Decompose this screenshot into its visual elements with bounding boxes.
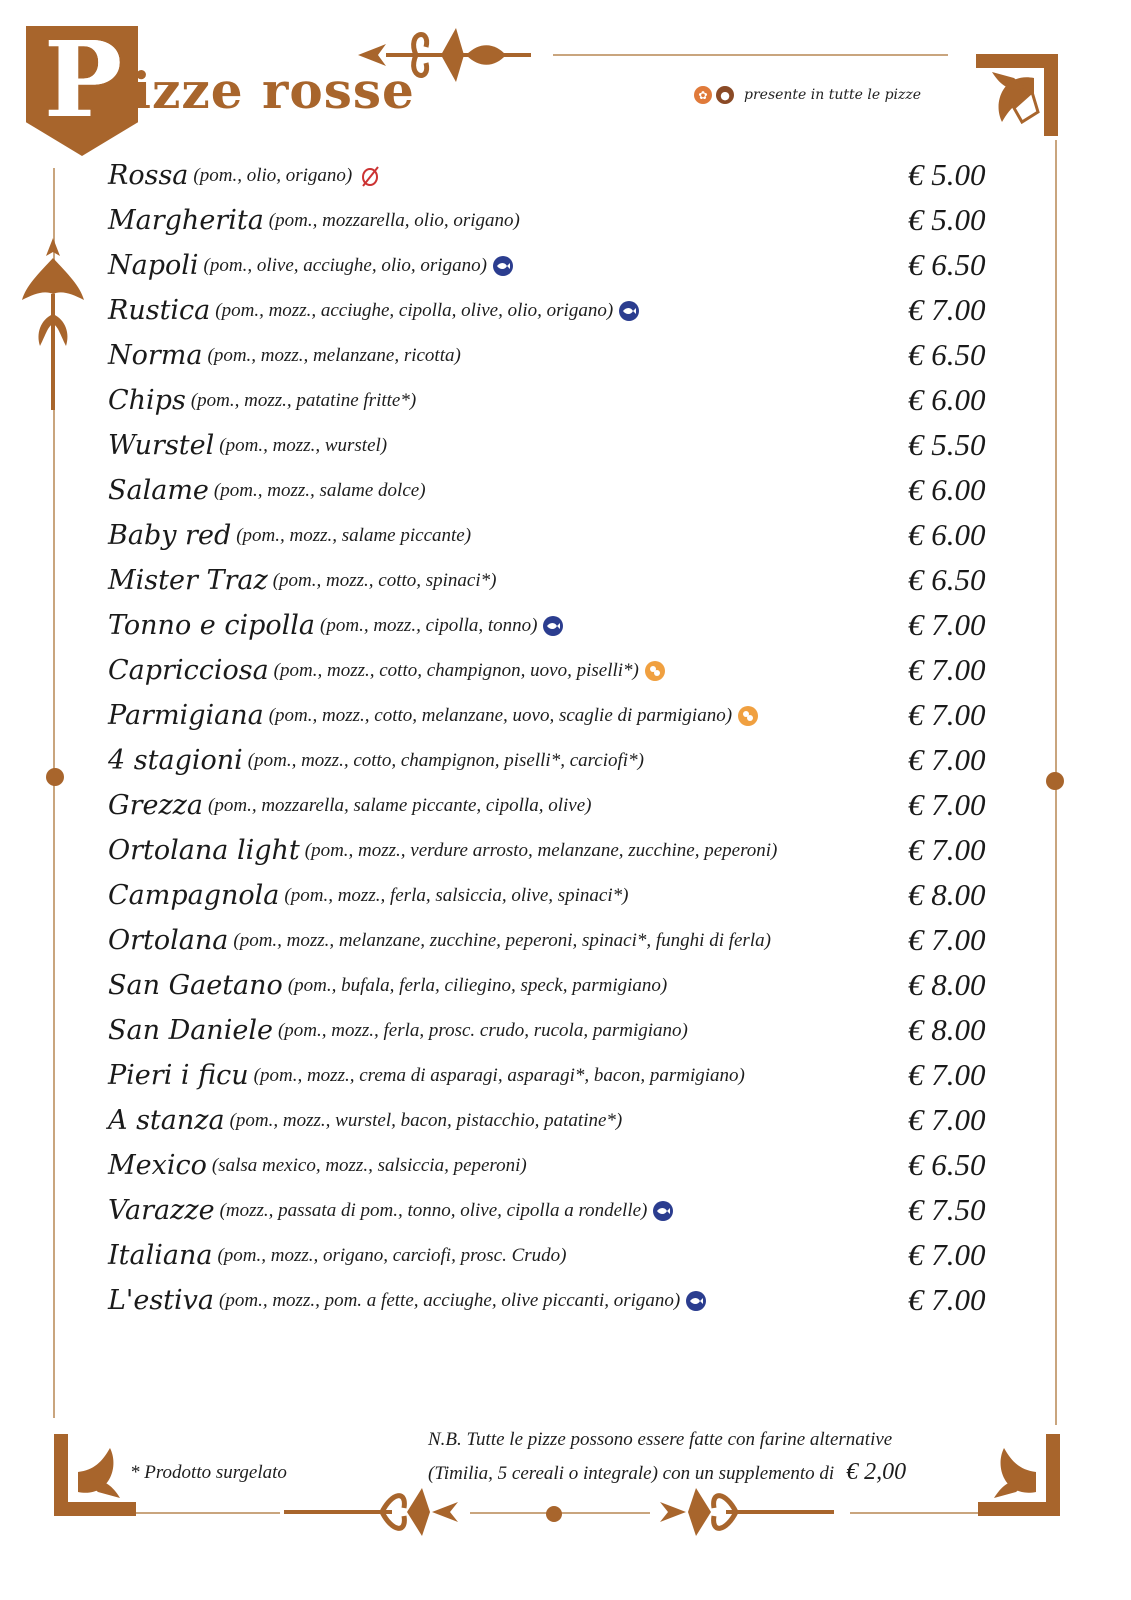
bottom-center-dot <box>546 1506 562 1522</box>
pizza-ingredients: (pom., mozz., salame dolce) <box>213 479 426 501</box>
pizza-name: Chips <box>108 385 186 416</box>
pizza-price: € 7.00 <box>908 922 986 957</box>
pizza-ingredients: (pom., mozz., verdure arrosto, melanzane, zucchine, peperoni) <box>304 839 778 861</box>
menu-item <box>108 153 1008 198</box>
pizza-price: € 7.00 <box>908 1282 986 1317</box>
menu-item <box>108 1053 1008 1098</box>
menu-item <box>108 198 1008 243</box>
pizza-price: € 6.00 <box>908 472 986 507</box>
menu-item <box>108 333 1008 378</box>
menu-item <box>108 513 1008 558</box>
pizza-ingredients: (mozz., passata di pom., tonno, olive, cipolla a rondelle) <box>219 1199 648 1221</box>
menu-item <box>108 1233 1008 1278</box>
bottom-left-fleur-ornament <box>282 1482 462 1542</box>
pizza-ingredients: (salsa mexico, mozz., salsiccia, peperoni) <box>211 1154 527 1176</box>
menu-item <box>108 603 1008 648</box>
menu-list <box>108 153 1008 1323</box>
pizza-price: € 7.00 <box>908 1237 986 1272</box>
pizza-name: Salame <box>108 475 209 506</box>
nb-line-2: (Timilia, 5 cereali o integrale) con un supplemento di <box>428 1463 835 1484</box>
pizza-ingredients: (pom., mozz., pom. a fette, acciughe, olive piccanti, origano) <box>219 1289 681 1311</box>
pizza-name: Parmigiana <box>108 700 264 731</box>
pizza-price: € 5.00 <box>908 202 986 237</box>
pizza-name: 4 stagioni <box>108 745 243 776</box>
pizza-ingredients: (pom., bufala, ferla, ciliegino, speck, parmigiano) <box>287 974 668 996</box>
pizza-ingredients: (pom., mozz., ferla, salsiccia, olive, spinaci*) <box>284 884 629 906</box>
pizza-name: Margherita <box>108 205 264 236</box>
pizza-price: € 7.00 <box>908 832 986 867</box>
pizza-price: € 7.00 <box>908 697 986 732</box>
pizza-ingredients: (pom., mozz., wurstel, bacon, pistacchio, patatine*) <box>229 1109 623 1131</box>
pizza-price: € 7.00 <box>908 292 986 327</box>
pizza-name: Baby red <box>108 520 232 551</box>
pizza-price: € 7.00 <box>908 1102 986 1137</box>
pizza-price: € 8.00 <box>908 1012 986 1047</box>
pizza-ingredients: (pom., mozzarella, olio, origano) <box>268 209 520 231</box>
pizza-price: € 7.00 <box>908 742 986 777</box>
pizza-price: € 7.00 <box>908 1057 986 1092</box>
menu-item <box>108 1278 1008 1323</box>
pizza-name: Napoli <box>108 250 199 281</box>
pizza-price: € 8.00 <box>908 877 986 912</box>
pizza-ingredients: (pom., mozz., cotto, champignon, uovo, piselli*) <box>273 659 639 681</box>
pizza-price: € 6.50 <box>908 1147 986 1182</box>
supplement-price: € 2,00 <box>846 1459 907 1485</box>
pizza-price: € 6.00 <box>908 382 986 417</box>
right-dot-ornament <box>1046 772 1064 790</box>
menu-item <box>108 1143 1008 1188</box>
pizza-price: € 7.00 <box>908 607 986 642</box>
menu-item <box>108 468 1008 513</box>
bottom-left-corner-ornament <box>52 1432 138 1518</box>
pizza-name: San Daniele <box>108 1015 273 1046</box>
left-dot-ornament <box>46 768 64 786</box>
pizza-name: A stanza <box>108 1105 225 1136</box>
pizza-ingredients: (pom., mozz., acciughe, cipolla, olive, olio, origano) <box>215 299 614 321</box>
pizza-name: Rustica <box>108 295 211 326</box>
menu-item <box>108 1098 1008 1143</box>
menu-item <box>108 1188 1008 1233</box>
pizza-price: € 8.00 <box>908 967 986 1002</box>
frame-bottom-line-left <box>130 1512 280 1514</box>
bottom-right-corner-ornament <box>976 1432 1062 1518</box>
fish-icon <box>686 1291 706 1311</box>
pizza-name: Mexico <box>108 1150 207 1181</box>
pizza-ingredients: (pom., mozz., melanzane, zucchine, peperoni, spinaci*, funghi di ferla) <box>233 929 771 951</box>
pizza-ingredients: (pom., mozz., patatine fritte*) <box>190 389 417 411</box>
no-symbol-icon <box>358 164 382 188</box>
pizza-name: Ortolana light <box>108 835 300 866</box>
pizza-name: Italiana <box>108 1240 213 1271</box>
menu-item <box>108 648 1008 693</box>
fish-icon <box>543 616 563 636</box>
allergen-legend <box>694 86 921 104</box>
menu-item <box>108 558 1008 603</box>
menu-item <box>108 828 1008 873</box>
frame-top-line <box>553 54 948 56</box>
pizza-ingredients: (pom., mozz., cotto, spinaci*) <box>272 569 497 591</box>
milk-icon: ● <box>716 86 734 104</box>
menu-item <box>108 918 1008 963</box>
pizza-name: Norma <box>108 340 203 371</box>
fish-icon <box>619 301 639 321</box>
fish-icon <box>653 1201 673 1221</box>
menu-item <box>108 243 1008 288</box>
egg-icon <box>645 661 665 681</box>
bottom-right-fleur-ornament <box>656 1482 836 1542</box>
pizza-name: San Gaetano <box>108 970 283 1001</box>
frame-bottom-line-right <box>850 1512 980 1514</box>
pizza-name: Capricciosa <box>108 655 269 686</box>
pizza-price: € 7.00 <box>908 652 986 687</box>
pizza-price: € 7.00 <box>908 787 986 822</box>
pizza-ingredients: (pom., mozz., cotto, melanzane, uovo, scaglie di parmigiano) <box>268 704 733 726</box>
fish-icon <box>493 256 513 276</box>
pizza-name: Mister Traz <box>108 565 268 596</box>
pizza-ingredients: (pom., mozz., melanzane, ricotta) <box>207 344 461 366</box>
pizza-price: € 5.00 <box>908 157 986 192</box>
pizza-name: Wurstel <box>108 430 215 461</box>
pizza-ingredients: (pom., olive, acciughe, olio, origano) <box>203 254 487 276</box>
pizza-ingredients: (pom., mozz., cotto, champignon, piselli*, carciofi*) <box>247 749 644 771</box>
pizza-ingredients: (pom., mozz., salame piccante) <box>236 524 472 546</box>
wheat-icon: ✿ <box>694 86 712 104</box>
pizza-name: Campagnola <box>108 880 280 911</box>
pizza-ingredients: (pom., mozz., cipolla, tonno) <box>320 614 538 636</box>
page-title: izze rosse <box>132 61 415 120</box>
pizza-price: € 6.50 <box>908 247 986 282</box>
top-fleur-ornament <box>356 22 536 88</box>
pizza-name: Varazze <box>108 1195 215 1226</box>
menu-item <box>108 963 1008 1008</box>
pizza-name: L'estiva <box>108 1285 215 1316</box>
nb-line-1: N.B. Tutte le pizze possono essere fatte con farine alternative <box>428 1429 893 1450</box>
menu-item <box>108 873 1008 918</box>
menu-item <box>108 738 1008 783</box>
menu-item <box>108 783 1008 828</box>
pizza-ingredients: (pom., mozzarella, salame piccante, cipolla, olive) <box>208 794 592 816</box>
pizza-name: Ortolana <box>108 925 229 956</box>
pizza-ingredients: (pom., mozz., origano, carciofi, prosc. Crudo) <box>217 1244 567 1266</box>
menu-item <box>108 378 1008 423</box>
title-initial: P <box>44 18 123 141</box>
pizza-price: € 6.00 <box>908 517 986 552</box>
pizza-price: € 6.50 <box>908 337 986 372</box>
menu-item <box>108 288 1008 333</box>
menu-item <box>108 693 1008 738</box>
pizza-price: € 7.50 <box>908 1192 986 1227</box>
menu-item <box>108 1008 1008 1053</box>
pizza-ingredients: (pom., mozz., ferla, prosc. crudo, rucola, parmigiano) <box>277 1019 688 1041</box>
nb-note <box>428 1424 906 1490</box>
pizza-name: Grezza <box>108 790 204 821</box>
pizza-ingredients: (pom., mozz., wurstel) <box>219 434 388 456</box>
egg-icon <box>738 706 758 726</box>
pizza-ingredients: (pom., olio, origano) <box>193 164 353 186</box>
pizza-name: Tonno e cipolla <box>108 610 316 641</box>
pizza-ingredients: (pom., mozz., crema di asparagi, asparagi*, bacon, parmigiano) <box>253 1064 745 1086</box>
pizza-price: € 6.50 <box>908 562 986 597</box>
frozen-note: * Prodotto surgelato <box>130 1462 287 1483</box>
left-fleur-ornament <box>18 234 88 414</box>
pizza-price: € 5.50 <box>908 427 986 462</box>
top-right-corner-ornament <box>974 52 1060 138</box>
legend-text: presente in tutte le pizze <box>744 87 922 103</box>
pizza-name: Rossa <box>108 160 189 191</box>
pizza-name: Pieri i ficu <box>108 1060 249 1091</box>
menu-item <box>108 423 1008 468</box>
